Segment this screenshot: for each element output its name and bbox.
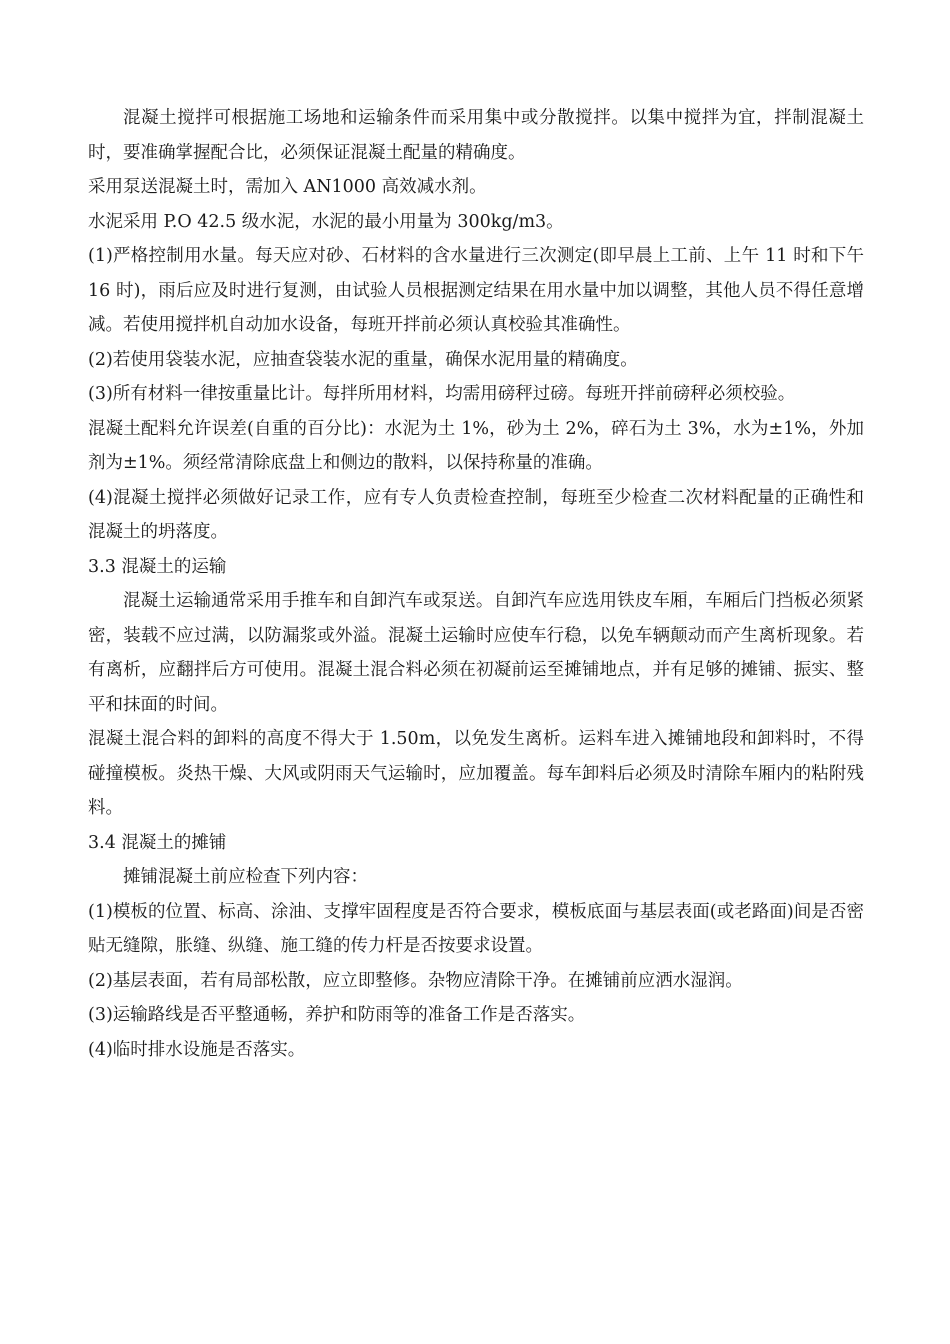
paragraph-unloading: 混凝土混合料的卸料的高度不得大于 1.50m，以免发生离析。运料车进入摊铺地段和卸料时，不得碰撞模板。炎热干燥、大风或阴雨天气运输时，应加覆盖。每车卸料后必须及时清除车厢内的粘附残料。 [88, 729, 864, 818]
paragraph-cement-spec: 水泥采用 P.O 42.5 级水泥，水泥的最小用量为 300kg/m3。 [88, 211, 564, 232]
paragraph-pump-admixture: 采用泵送混凝土时，需加入 AN1000 高效减水剂。 [88, 177, 487, 197]
paragraph-formwork-check: (1)模板的位置、标高、涂油、支撑牢固程度是否符合要求，模板底面与基层表面(或老路面)间是否密贴无缝隙，胀缝、纵缝、施工缝的传力杆是否按要求设置。 [88, 901, 864, 956]
paragraph-drainage: (4)临时排水设施是否落实。 [88, 1039, 306, 1060]
paragraph-placing-checks-intro: 摊铺混凝土前应检查下列内容： [123, 867, 368, 887]
paragraph-batching-tolerance: 混凝土配料允许误差(自重的百分比)：水泥为土 1%，砂为土 2%，碎石为土 3%，水为±1%，外加剂为±1%。须经常清除底盘上和侧边的散料，以保持称量的准确。 [88, 418, 864, 473]
paragraph-weighing: (3)所有材料一律按重量比计。每拌所用材料，均需用磅秤过磅。每班开拌前磅秤必须校验。 [88, 384, 796, 404]
paragraph-bagged-cement: (2)若使用袋装水泥，应抽查袋装水泥的重量，确保水泥用量的精确度。 [88, 349, 638, 370]
section-heading-transport: 3.3 混凝土的运输 [88, 556, 227, 577]
paragraph-mixing-method: 混凝土搅拌可根据施工场地和运输条件而采用集中或分散搅拌。以集中搅拌为宜，拌制混凝土时，要准确掌握配合比，必须保证混凝土配量的精确度。 [88, 108, 864, 163]
paragraph-transport-route: (3)运输路线是否平整通畅，养护和防雨等的准备工作是否落实。 [88, 1005, 586, 1025]
section-heading-placing: 3.4 混凝土的摊铺 [88, 832, 227, 853]
paragraph-transport-method: 混凝土运输通常采用手推车和自卸汽车或泵送。自卸汽车应选用铁皮车厢，车厢后门挡板必须紧密，装载不应过满，以防漏浆或外溢。混凝土运输时应使车行稳，以免车辆颠动而产生离析现象。若有离析，应翻拌后方可使用。混凝土混合料必须在初凝前运至摊铺地点，并有足够的摊铺、振实、整平和抹面的时间。 [88, 591, 864, 715]
paragraph-water-control: (1)严格控制用水量。每天应对砂、石材料的含水量进行三次测定(即早晨上工前、上午 11 时和下午 16 时)，雨后应及时进行复测，由试验人员根据测定结果在用水量中加以调整，其他人员不得任意增减。若使用搅拌机自动加水设备，每班开拌前必须认真校验其准确性。 [88, 246, 864, 335]
paragraph-base-surface: (2)基层表面，若有局部松散，应立即整修。杂物应清除干净。在摊铺前应洒水湿润。 [88, 970, 743, 991]
document-body [88, 101, 864, 1067]
paragraph-mixing-records: (4)混凝土搅拌必须做好记录工作，应有专人负责检查控制，每班至少检查二次材料配量的正确性和混凝土的坍落度。 [88, 487, 864, 542]
